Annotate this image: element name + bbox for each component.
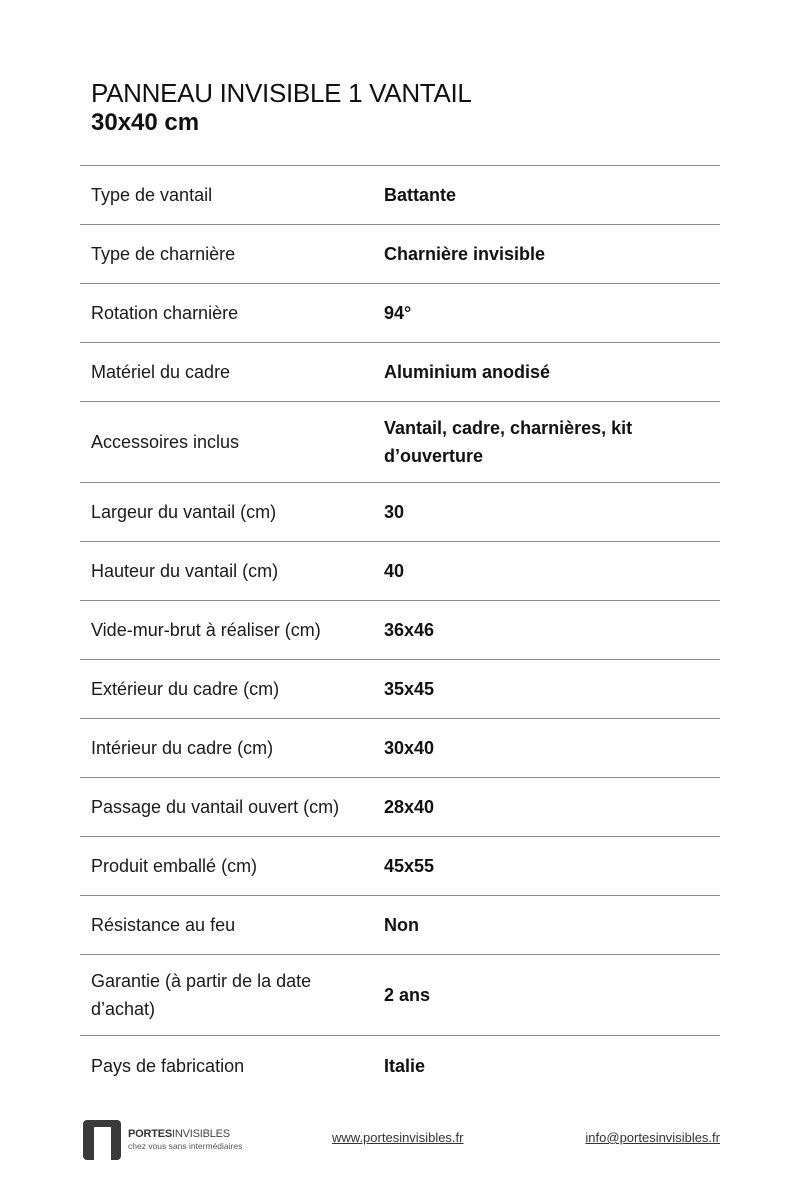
spec-label: Produit emballé (cm) (91, 856, 258, 876)
spec-value: 35x45 (384, 679, 435, 699)
product-size: 30x40 cm (91, 109, 200, 136)
spec-label: Extérieur du cadre (cm) (91, 679, 280, 699)
spec-value: 45x55 (384, 856, 435, 876)
brand-logo (83, 1120, 242, 1160)
spec-row (80, 225, 720, 284)
spec-label: Intérieur du cadre (cm) (91, 738, 274, 758)
website-link[interactable]: www.portesinvisibles.fr (332, 1130, 464, 1145)
spec-value: Vantail, cadre, charnières, kit d’ouverture (384, 418, 633, 466)
spec-label: Matériel du cadre (91, 362, 231, 382)
spec-row (80, 343, 720, 402)
brand-name (128, 1128, 242, 1140)
spec-value: 28x40 (384, 797, 435, 817)
spec-label: Hauteur du vantail (cm) (91, 561, 279, 581)
brand-name-light: INVISIBLES (172, 1128, 230, 1140)
brand-tagline: chez vous sans intermédiaires (128, 1141, 243, 1151)
spec-row (80, 284, 720, 343)
brand-text (128, 1128, 242, 1152)
spec-row (80, 542, 720, 601)
spec-label: Vide-mur-brut à réaliser (cm) (91, 620, 321, 640)
spec-value: Italie (384, 1055, 426, 1076)
brand-name-bold: PORTES (128, 1128, 173, 1140)
spec-label: Largeur du vantail (cm) (91, 502, 277, 522)
spec-value: 30 (384, 502, 405, 522)
spec-value: 94° (384, 303, 412, 323)
spec-label: Rotation charnière (91, 303, 239, 323)
spec-row (80, 719, 720, 778)
spec-value: Non (384, 915, 419, 935)
spec-row (80, 955, 720, 1036)
spec-value: 40 (384, 561, 405, 581)
document-footer (0, 1118, 800, 1168)
spec-label: Garantie (à partir de la date d’achat) (91, 971, 312, 1019)
spec-label: Type de vantail (91, 185, 213, 205)
spec-label: Pays de fabrication (91, 1055, 245, 1076)
spec-label: Passage du vantail ouvert (cm) (91, 797, 340, 817)
spec-value: 30x40 (384, 738, 435, 758)
spec-row (80, 601, 720, 660)
spec-row (80, 483, 720, 542)
door-logo-icon (83, 1120, 121, 1160)
spec-row (80, 837, 720, 896)
spec-value: 36x46 (384, 620, 435, 640)
email-link[interactable]: info@portesinvisibles.fr (585, 1130, 720, 1145)
spec-label: Accessoires inclus (91, 432, 240, 452)
spec-value: Aluminium anodisé (384, 362, 551, 382)
spec-row (80, 166, 720, 225)
spec-table (80, 165, 720, 1095)
spec-row (80, 402, 720, 483)
spec-row (80, 660, 720, 719)
document-header (91, 78, 472, 137)
spec-value: Battante (384, 185, 457, 205)
spec-label: Type de charnière (91, 244, 236, 264)
spec-row (80, 1036, 720, 1095)
spec-row (80, 896, 720, 955)
spec-label: Résistance au feu (91, 915, 236, 935)
spec-row (80, 778, 720, 837)
spec-value: 2 ans (384, 985, 431, 1005)
product-title: PANNEAU INVISIBLE 1 VANTAIL (91, 78, 472, 108)
spec-value: Charnière invisible (384, 244, 546, 264)
